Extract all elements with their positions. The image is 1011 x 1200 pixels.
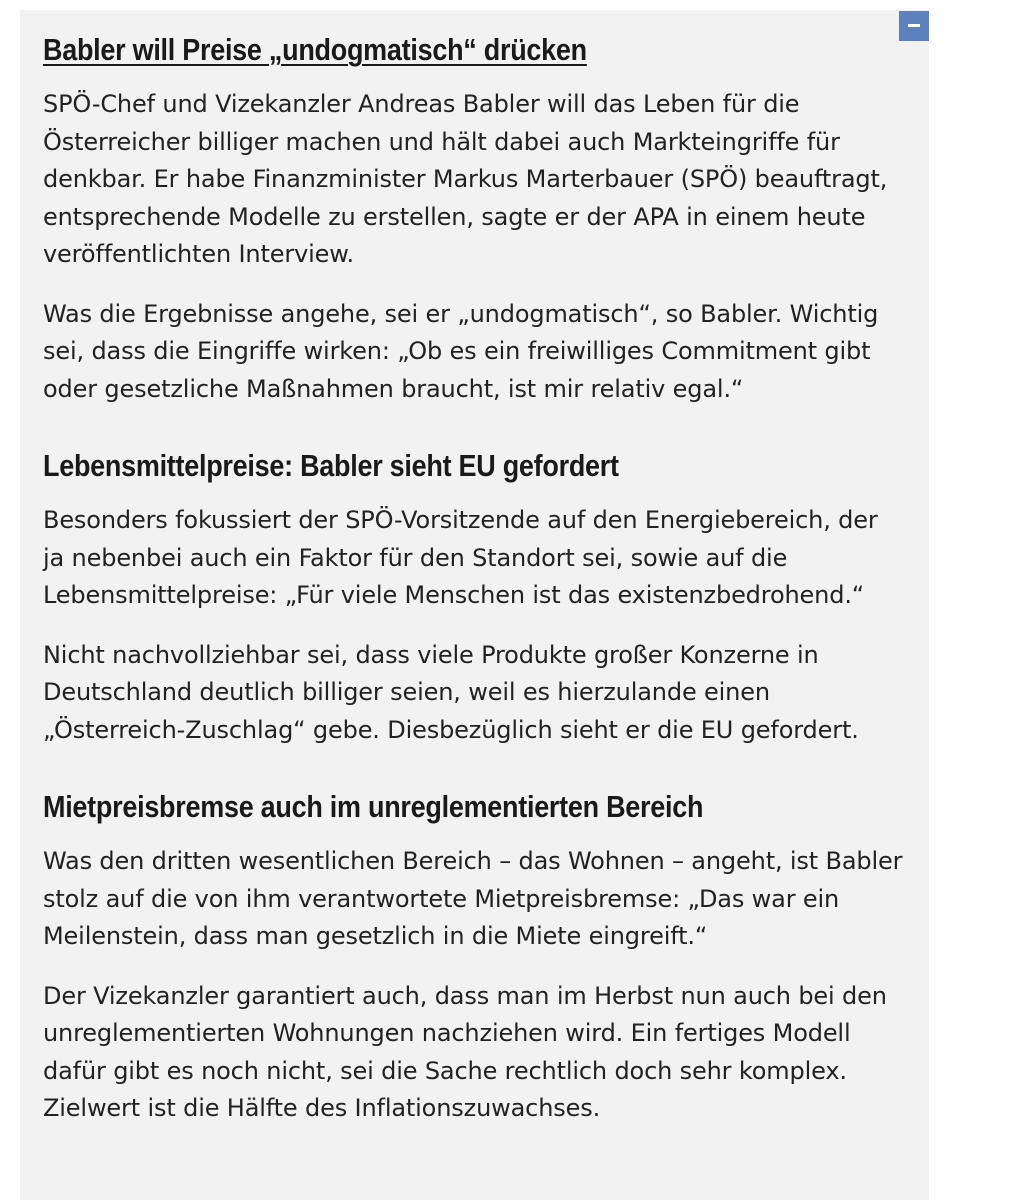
collapse-button[interactable] <box>899 11 929 41</box>
article-card <box>20 10 929 1200</box>
section-heading-food-prices: Lebensmittelpreise: Babler sieht EU gefordert <box>43 448 619 483</box>
article-paragraph: Der Vizekanzler garantiert auch, dass man im Herbst nun auch bei den unreglementierten Wohnungen nachziehen wird. Ein fertiges Modell dafür gibt es noch nicht, sei die Sache rechtlich doch sehr komplex. Zielwert ist die Hälfte des Inflationszuwachses. <box>43 981 887 1122</box>
article-paragraph: Besonders fokussiert der SPÖ-Vorsitzende auf den Energiebereich, der ja nebenbei auch ein Faktor für den Standort sei, sowie auf die Lebensmittelpreise: „Für viele Menschen ist das existenzbedrohend.“ <box>43 506 878 609</box>
article-headline-link[interactable]: Babler will Preise „undogmatisch“ drücken <box>43 32 587 67</box>
article-paragraph: Was die Ergebnisse angehe, sei er „undogmatisch“, so Babler. Wichtig sei, dass die Eingriffe wirken: „Ob es ein freiwilliges Commitment gibt oder gesetzliche Maßnahmen braucht, ist mir relativ egal.“ <box>43 299 879 403</box>
article-paragraph: Was den dritten wesentlichen Bereich – das Wohnen – angeht, ist Babler stolz auf die von ihm verantwortete Mietpreisbremse: „Das war ein Meilenstein, dass man gesetzlich in die Miete eingreift.“ <box>43 847 903 950</box>
section-heading-rent-brake: Mietpreisbremse auch im unreglementierten Bereich <box>43 789 704 824</box>
article-paragraph: SPÖ-Chef und Vizekanzler Andreas Babler will das Leben für die Österreicher billiger machen und hält dabei auch Markteingriffe für denkbar. Er habe Finanzminister Markus Marterbauer (SPÖ) beauftragt, entsprechende Modelle zu erstellen, sagte er der APA in einem heute veröffentlichten Interview. <box>43 90 888 268</box>
article-paragraph: Nicht nachvollziehbar sei, dass viele Produkte großer Konzerne in Deutschland deutlich billiger seien, weil es hierzulande einen „Österreich-Zuschlag“ gebe. Diesbezüglich sieht er die EU gefordert. <box>43 640 859 744</box>
minus-icon <box>908 24 920 27</box>
